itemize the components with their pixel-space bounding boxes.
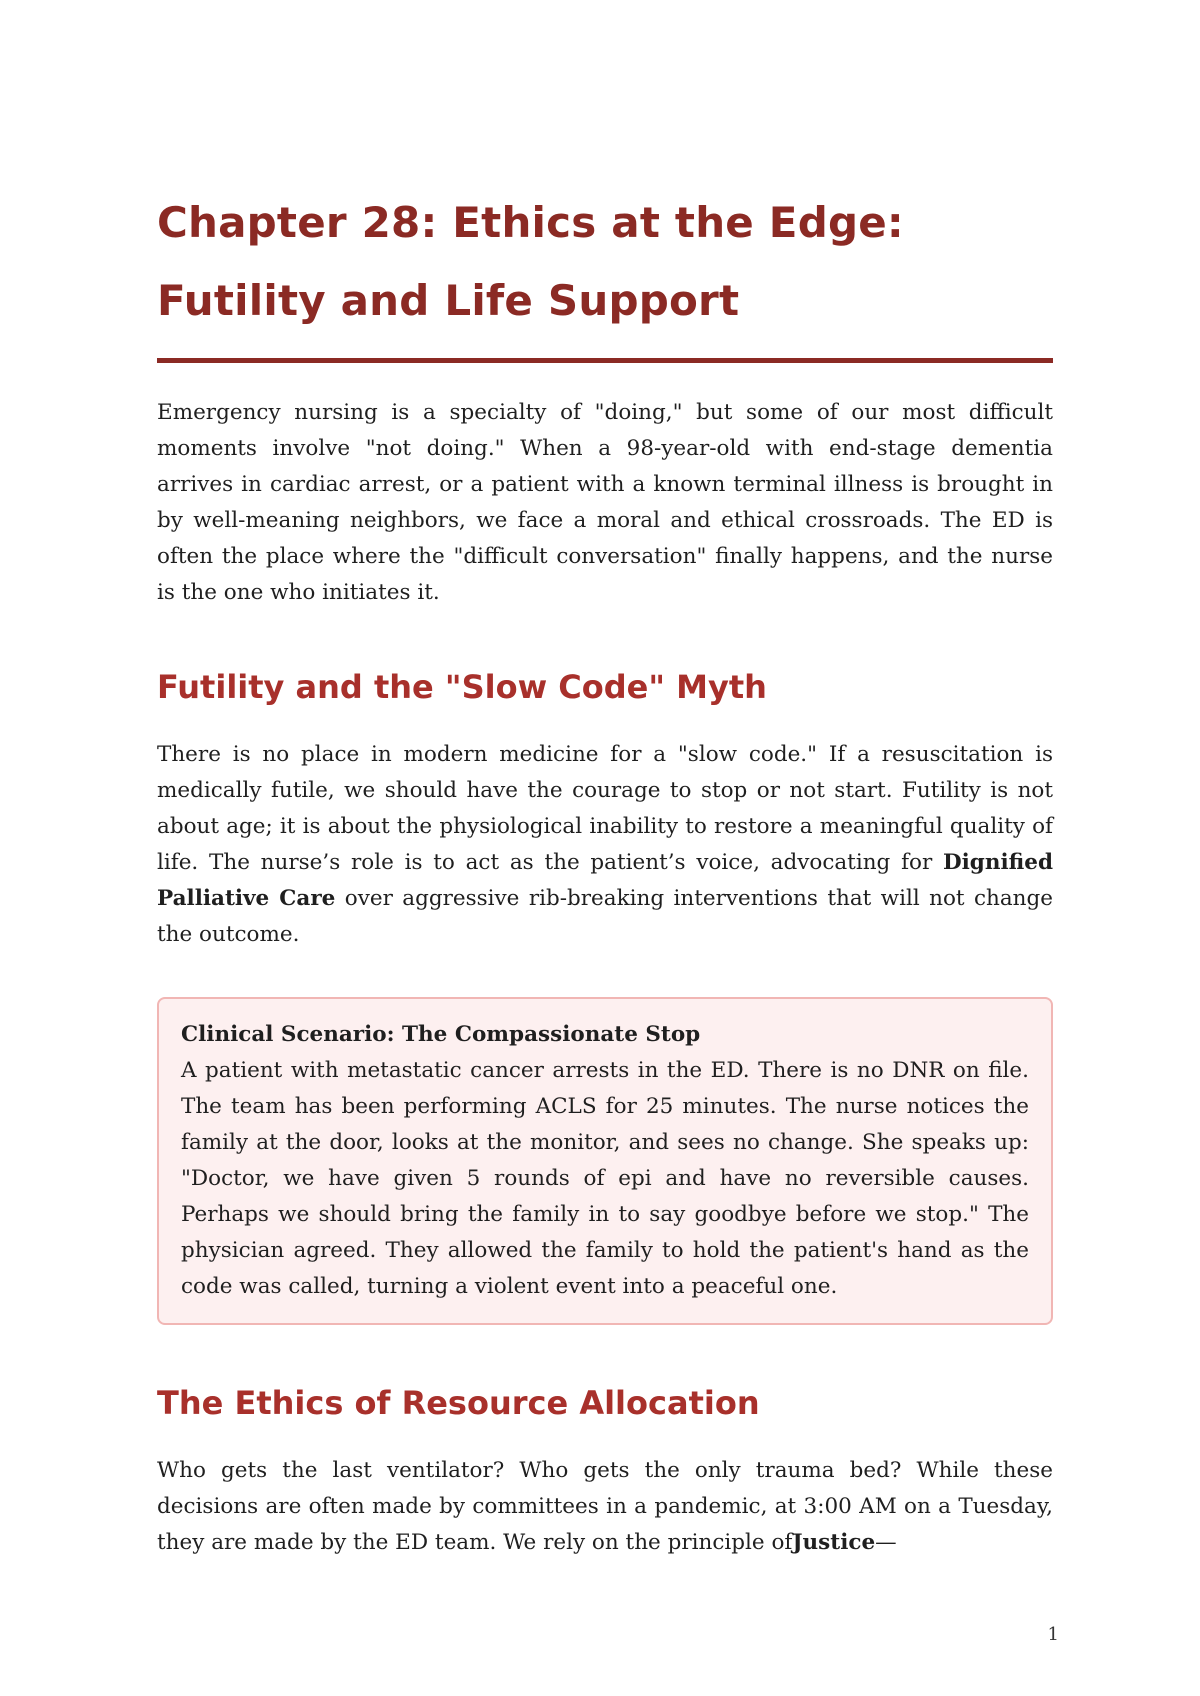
intro-paragraph: Emergency nursing is a specialty of "doing," but some of our most difficult moments involve "not doing." When a 98-year-old with end-stage dementia arrives in cardiac arrest, or a patient with a known terminal illness is brought in by well-meaning neighbors, we face a moral and ethical crossroads. The ED is often the place where the "difficult conversation" finally happens, and the nurse is the one who initiates it.	[157, 400, 1053, 605]
futility-paragraph	[157, 737, 1053, 953]
page-content	[157, 184, 1053, 1561]
scenario-title: Clinical Scenario: The Compassionate Stop	[181, 1022, 701, 1047]
title-divider	[157, 358, 1053, 363]
resource-allocation-paragraph	[157, 1453, 1053, 1561]
section-heading-futility: Futility and the "Slow Code" Myth	[157, 668, 767, 706]
chapter-title	[157, 184, 1053, 340]
clinical-scenario-box	[157, 997, 1053, 1325]
scenario-text: A patient with metastatic cancer arrests in the ED. There is no DNR on file. The team has been performing ACLS for 25 minutes. The nurse notices the family at the door, looks at the monitor, and sees no change. She speaks up: "Doctor, we have given 5 rounds of epi and have no reversible causes. Perhaps we should bring the family in to say goodbye before we stop." The physician agreed. They allowed the family to hold the patient's hand as the code was called, turning a violent event into a peaceful one.	[181, 1058, 1029, 1299]
futility-bold-term: Dignified Palliative Care	[157, 850, 1053, 911]
section-heading-resource-allocation: The Ethics of Resource Allocation	[157, 1384, 760, 1422]
futility-text-after: over aggressive rib-breaking interventions that will not change the outcome.	[157, 886, 1053, 947]
chapter-title-line-1: Chapter 28: Ethics at the Edge:	[157, 198, 904, 247]
resource-text-after: —	[875, 1530, 897, 1555]
resource-bold-term: Justice	[792, 1530, 876, 1555]
futility-text-before: There is no place in modern medicine for a "slow code." If a resuscitation is medically futile, we should have the courage to stop or not start. Futility is not about age; it is about the physiological inability to restore a meaningful quality of life. The nurse’s role is to act as the patient’s voice, advocating for	[157, 742, 1053, 875]
resource-text-before: Who gets the last ventilator? Who gets the only trauma bed? While these decisions are often made by committees in a pandemic, at 3:00 AM on a Tuesday, they are made by the ED team. We rely on the principle of	[157, 1458, 1053, 1555]
page-number: 1	[1047, 1624, 1059, 1645]
chapter-title-line-2: Futility and Life Support	[157, 276, 740, 325]
